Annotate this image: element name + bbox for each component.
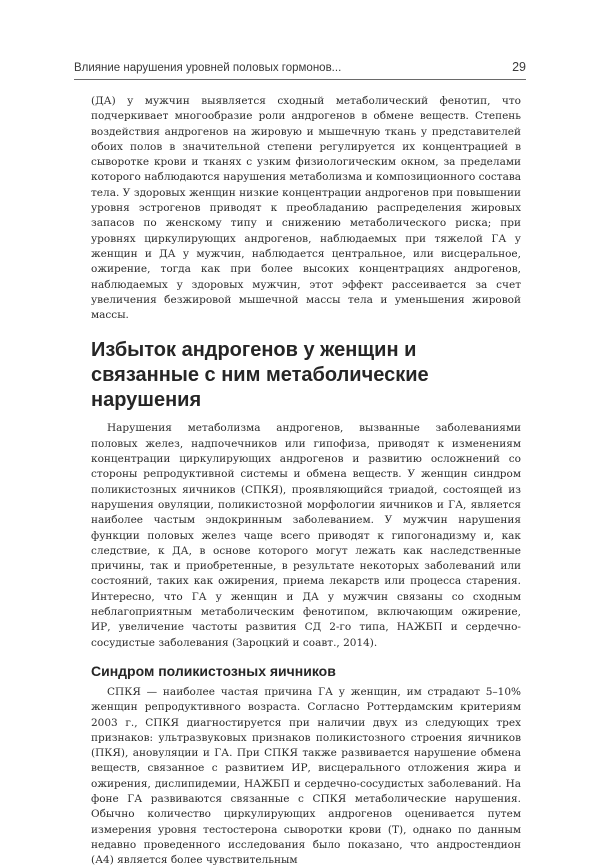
running-header-title: Влияние нарушения уровней половых гормонов... <box>74 62 342 74</box>
page-body <box>91 94 521 868</box>
paragraph: СПКЯ — наиболее частая причина ГА у женщин, им страдают 5–10% женщин репродуктивного возраста. Согласно Роттердамским критериям 2003 г., СПКЯ диагностируется при наличии двух из следующих трех признаков: ультразвуковых признаков поликистозного строения яичников (ПКЯ), ановуляции и ГА. При СПКЯ также развивается нарушение обмена веществ, связанное с развитием ИР, висцерального отложения жира и ожирения, дислипидемии, НАЖБП и сердечно-сосудистых заболеваний. На фоне ГА развиваются связанные с СПКЯ метаболические нарушения. Обычно количество циркулирующих андрогенов оценивается путем измерения уровня тестостерона сыворотки крови (Т), однако по данным недавно проведенного исследования было показано, что андростендион (А4) является более чувствительным <box>91 685 521 867</box>
page-number: 29 <box>512 60 526 74</box>
subsection-heading: Синдром поликистозных яичников <box>91 662 336 679</box>
header-rule <box>74 79 526 80</box>
paragraph-continued: (ДА) у мужчин выявляется сходный метаболический фенотип, что подчеркивает многообразие роли андрогенов в обмене веществ. Степень воздействия андрогенов на жировую и мышечную ткань у представителей обоих полов в значительной степени регулируется их концентрацией в сыворотке крови и тканях с узким физиологическим окном, за пределами которого наблюдаются нарушения метаболизма и композиционного состава тела. У здоровых женщин низкие концентрации андрогенов при повышении уровня эстрогенов приводят к преобладанию распределения жировых запасов по женскому типу и снижению метаболического риска; при уровнях циркулирующих андрогенов, наблюдаемых при тяжелой ГА у женщин и ДА у мужчин, наблюдается центральное, или висцеральное, ожирение, тогда как при более высоких концентрациях андрогенов, наблюдаемых у здоровых мужчин, этот эффект рассеивается за счет увеличения безжировой мышечной массы тела и уменьшения жировой массы. <box>91 95 521 322</box>
section-heading: Избыток андрогенов у женщин и связанные с ним метаболические нарушения <box>91 339 429 412</box>
paragraph: Нарушения метаболизма андрогенов, вызванные заболеваниями половых желез, надпочечников или гипофиза, приводят к изменениям концентрации циркулирующих андрогенов и развитию осложнений со стороны репродуктивной системы и обмена веществ. У женщин синдром поликистозных яичников (СПКЯ), проявляющийся триадой, состоящей из нарушения овуляции, поликистозной морфологии яичников и ГА, является наиболее частым эндокринным заболеванием. У мужчин нарушения функции половых желез чаще всего приводят к гипогонадизму и, как следствие, к ДА, в основе которого могут лежать как наследственные причины, так и приобретенные, в результате некоторых заболеваний или состояний, таких как ожирения, приема лекарств или процесса старения. Интересно, что ГА у женщин и ДА у мужчин связаны со сходным неблагоприятным метаболическим фенотипом, включающим ожирение, ИР, увеличение частоты развития СД 2-го типа, НАЖБП и сердечно-сосудистые заболевания (Зароцкий и соавт., 2014). <box>91 422 521 649</box>
running-header <box>74 60 526 74</box>
